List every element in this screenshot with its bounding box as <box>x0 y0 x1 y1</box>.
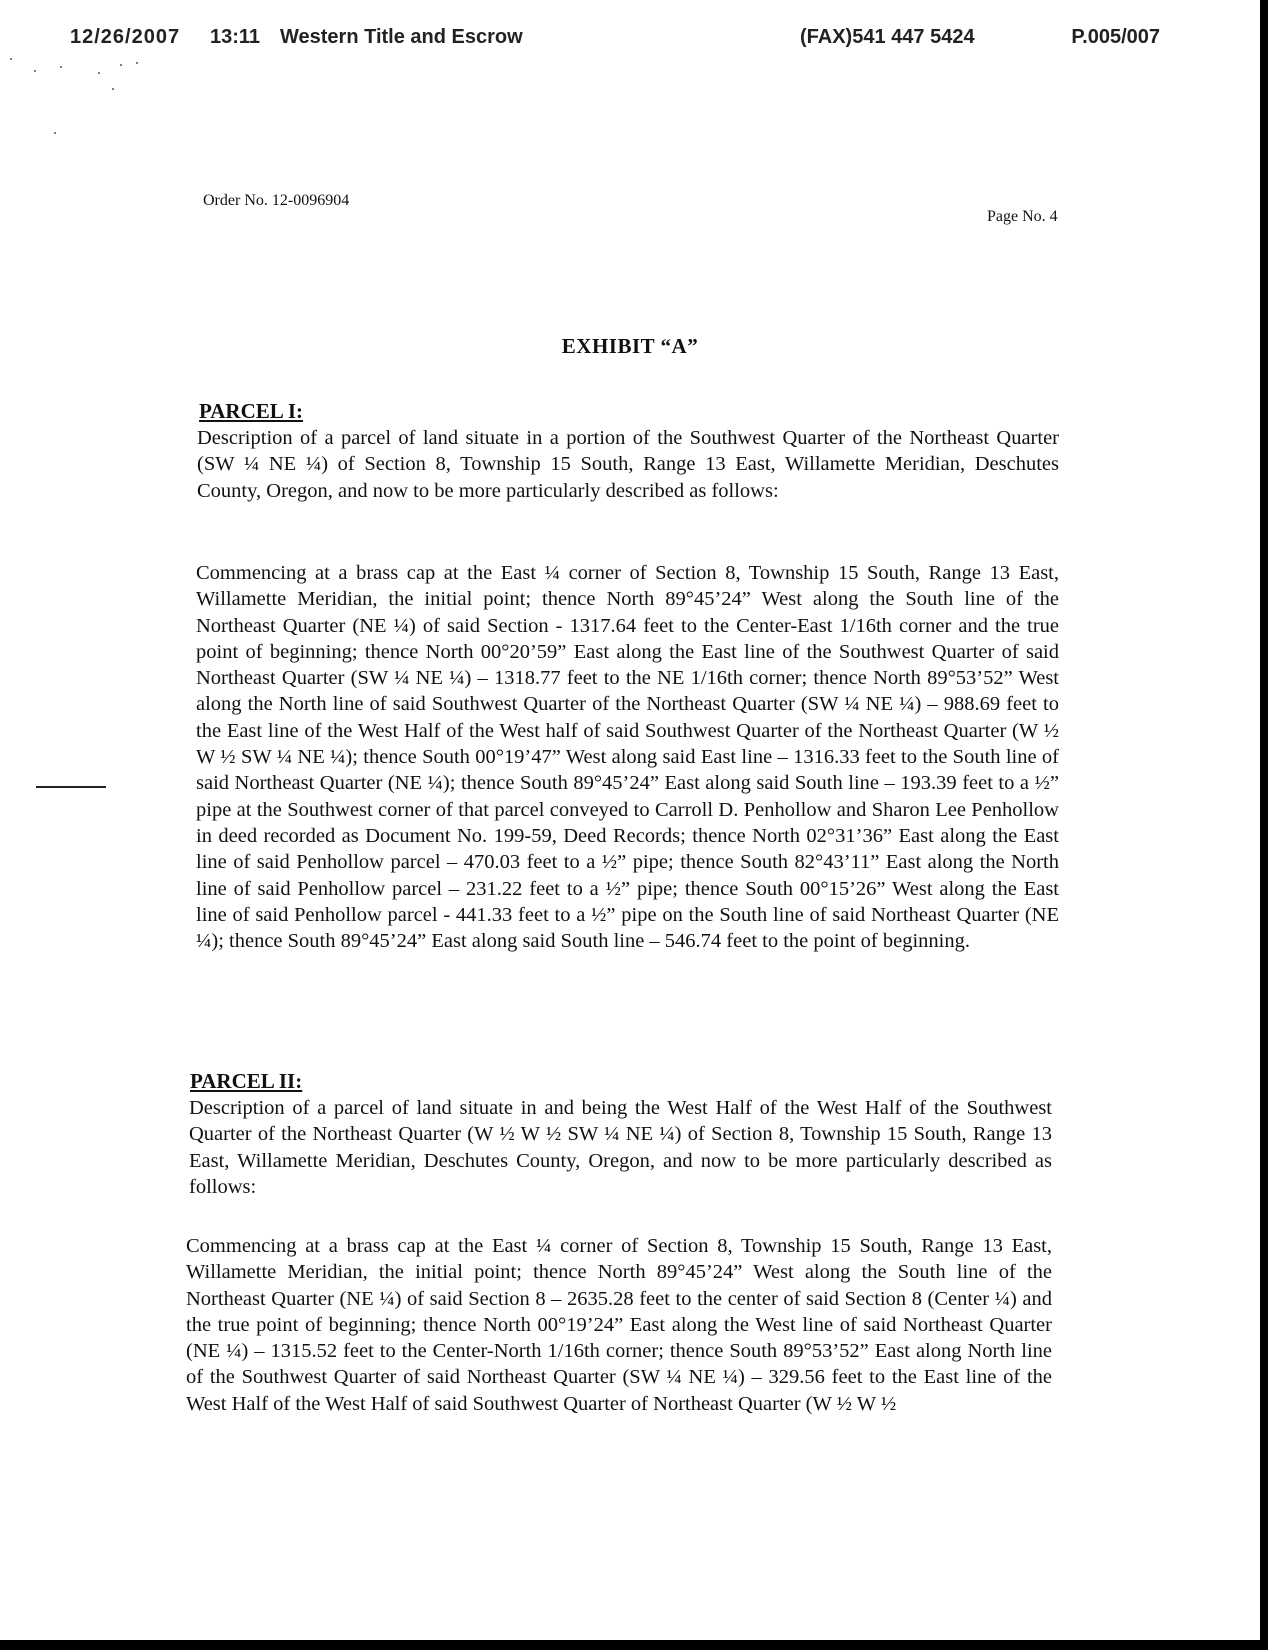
fax-company: Western Title and Escrow <box>280 26 523 48</box>
parcel-heading: PARCEL II: <box>190 1069 303 1093</box>
parcel-legal-description: Commencing at a brass cap at the East ¼ corner of Section 8, Township 15 South, Range 13 East, Willamette Meridian, the initial point; thence North 89°45’24” West along the South line of the Northeast Quarter (NE ¼) of said Section - 1317.64 feet to the Center-East 1/16th corner and the true point of beginning; thence North 00°20’59” East along the East line of the Southwest Quarter of said Northeast Quarter (SW ¼ NE ¼) – 1318.77 feet to the NE 1/16th corner; thence North 89°53’52” West along the North line of said Southwest Quarter of the Northeast Quarter (SW ¼ NE ¼) – 988.69 feet to the East line of the West Half of the West half of said Southwest Quarter of the Northeast Quarter (W ½ W ½ SW ¼ NE ¼); thence South 00°19’47” West along said East line – 1316.33 feet to the South line of said Northeast Quarter (NE ¼); thence South 89°45’24” East along said South line – 193.39 feet to a ½” pipe at the Southwest corner of that parcel conveyed to Carroll D. Penhollow and Sharon Lee Penhollow in deed recorded as Document No. 199-59, Deed Records; thence North 02°31’36” East along the East line of said Penhollow parcel – 470.03 feet to a ½” pipe; thence South 82°43’11” East along the North line of said Penhollow parcel – 231.22 feet to a ½” pipe; thence South 00°15’26” West along the East line of said Penhollow parcel - 441.33 feet to a ½” pipe on the South line of said Northeast Quarter (NE ¼); thence South 89°45’24” East along said South line – 546.74 feet to the point of beginning. <box>196 562 1059 953</box>
parcel-description: Description of a parcel of land situate in a portion of the Southwest Quarter of the Northeast Quarter (SW ¼ NE ¼) of Section 8, Township 15 South, Range 13 East, Willamette Meridian, Deschutes County, Oregon, and now to be more particularly described as follows: <box>197 427 1059 502</box>
margin-mark <box>36 786 106 788</box>
fax-header <box>70 26 1160 56</box>
order-number: Order No. 12-0096904 <box>203 192 350 209</box>
scan-speck <box>98 72 100 74</box>
scan-speck <box>54 132 56 134</box>
fax-number: (FAX)541 447 5424 <box>800 26 975 48</box>
fax-page-number: P.005/007 <box>1071 26 1160 48</box>
scan-speck <box>34 70 36 72</box>
exhibit-title: EXHIBIT “A” <box>561 334 699 358</box>
scan-speck <box>112 88 114 90</box>
parcel-description: Description of a parcel of land situate in and being the West Half of the West Half of the Southwest Quarter of the Northeast Quarter (W ½ W ½ SW ¼ NE ¼) of Section 8, Township 15 South, Range 13 East, Willamette Meridian, Deschutes County, Oregon, and now to be more particularly described as follows: <box>189 1097 1052 1198</box>
scan-speck <box>60 66 62 68</box>
scan-speck <box>136 62 138 64</box>
parcel-heading: PARCEL I: <box>199 399 304 423</box>
scan-speck <box>120 64 122 66</box>
page-number: Page No. 4 <box>987 208 1058 225</box>
fax-date: 12/26/2007 <box>70 26 181 48</box>
fax-time: 13:11 <box>210 26 261 48</box>
parcel-legal-description: Commencing at a brass cap at the East ¼ corner of Section 8, Township 15 South, Range 13 East, Willamette Meridian, the initial point; thence North 89°45’24” West along the South line of the Northeast Quarter (NE ¼) of said Section 8 – 2635.28 feet to the center of said Section 8 (Center ¼) and the true point of beginning; thence North 00°19’24” East along the West line of said Northeast Quarter (NE ¼) – 1315.52 feet to the Center-North 1/16th corner; thence South 89°53’52” East along North line of the Southwest Quarter of said Northeast Quarter (SW ¼ NE ¼) – 329.56 feet to the East line of the West Half of the West Half of said Southwest Quarter of Northeast Quarter (W ½ W ½ <box>186 1235 1052 1415</box>
scan-speck <box>10 58 12 60</box>
